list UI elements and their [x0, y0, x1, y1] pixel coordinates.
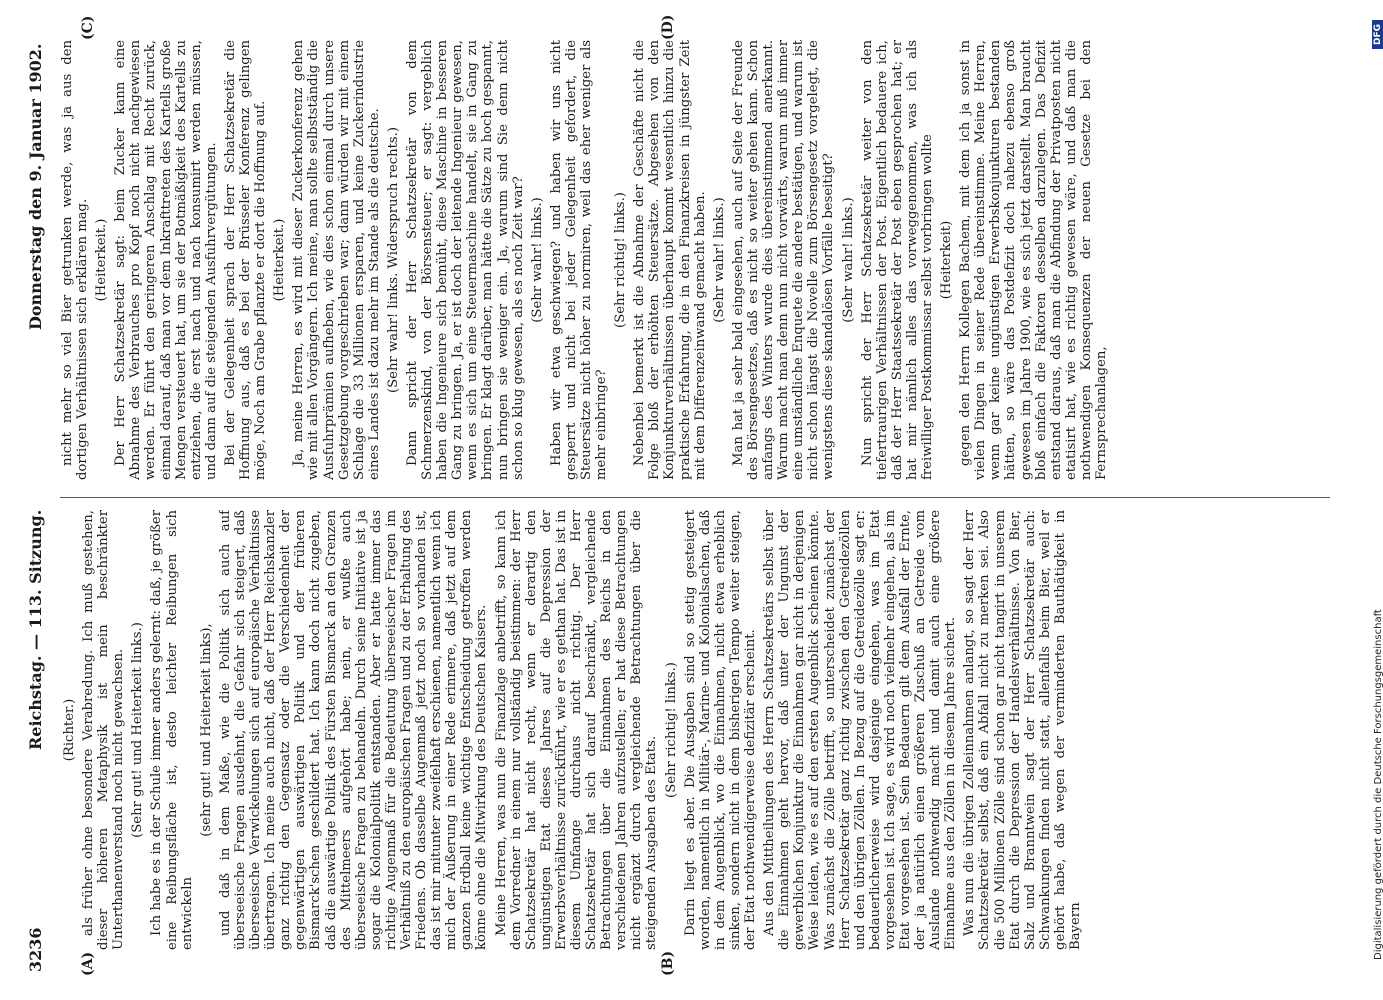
remark: (Sehr wahr! links.) [840, 197, 856, 323]
remark: (Heiterkeit.) [272, 218, 288, 302]
margin-marker-d: (D) [660, 14, 676, 40]
paragraph: Ja, meine Herren, es wird mit dieser Zuckerkonferenz gehen wie mit allen Vorgängern. Ich meine, man sollte selbstständig die Ausfuhrprämien aufheben, wie dies schon einmal durch unsere Gesetzgebung vorgeschrieben war; dann würden wir mit einem Schlage die 33 Millionen ersparen, und keine Zuckerindustrie eines Landes ist dazu mehr im Stande als die deutsche. [291, 40, 382, 480]
column-divider [60, 497, 1330, 498]
remark: (Sehr gut! und Heiterkeit links.) [130, 622, 146, 838]
margin-marker-b: (B) [660, 950, 676, 976]
paragraph: Man hat ja sehr bald eingesehen, auch auf Seite der Freunde des Börsengesetzes, daß es nicht so weiter gehen kann. Schon anfangs des Winters wurde dies übereinstimmend anerkannt. Warum macht man denn nun nicht vorwärts, warum muß immer eine umständliche Enquete die andere bestätigen, und warum ist nicht schon längst die Novelle zum Börsengesetz vorgelegt, die wenigstens diese skandalösen Vorfälle beseitigt? [730, 40, 837, 480]
paragraph: gegen den Herrn Kollegen Bachem, mit dem ich ja sonst in vielen Dingen in seiner Rede übereinstimme. Meine Herren, wenn gar keine ungünstigen Erwerbskonjunkturen bestanden hätten, so wäre das Postdefizit doch nahezu ebenso groß gewesen im Jahre 1900, wie es sich jetzt darstellt. Man braucht bloß einfach die Faktoren desselben darzulegen. Das Defizit entstand daraus, daß man die Abfindung der Privatposten nicht etatisirt hat, wie es richtig gewesen wäre, und daß man die nothwendigen Konsequenzen der neuen Gesetze bei den Fernsprechanlagen, [958, 40, 1109, 480]
remark: (Sehr richtig! links.) [613, 192, 629, 328]
margin-marker-c: (C) [80, 15, 96, 40]
paragraph: nicht mehr so viel Bier getrunken werde, was ja aus den dortigen Verhältnissen sich erklären mag. [60, 40, 91, 480]
paragraph: Dann spricht der Herr Schatzsekretär von dem Schmerzenskind, von der Börsensteuer; er sagt: vergeblich haben die Ingenieure sich bemüht, diese Maschine in besseren Gang zu bringen. Ja, er ist doch der leitende Ingenieur gewesen, wenn es sich um eine Steuermaschine handelt, sie in Gang zu bringen. Er klagt darüber, man hätte die Sätze zu hoch gespannt, nun bringen sie weniger ein. Ja, warum sind Sie denn nicht schon so klug gewesen, als es noch Zeit war? [404, 40, 526, 480]
remark: (Sehr wahr! links. Widerspruch rechts.) [385, 126, 401, 394]
remark: (Sehr richtig! links.) [663, 662, 679, 798]
page-header [20, 20, 56, 980]
remark: (Sehr wahr! links.) [711, 197, 727, 323]
paragraph: Bei der Gelegenheit sprach der Herr Schatzsekretär die Hoffnung aus, daß es bei der Brüsseler Konferenz gelingen möge, Noch am Grabe pflanzte er dort die Hoffnung auf. [222, 40, 269, 480]
header-session-title: Reichstag. — 113. Sitzung. [26, 509, 45, 750]
speaker-name: (Richter.) [62, 698, 77, 762]
page-number: 3236 [26, 927, 45, 972]
paragraph: Meine Herren, was nun die Finanzlage anbetrifft, so kann ich dem Vorredner in einem nur vollständig beistimmen: der Herr Schatzsekretär hat nicht recht, wenn er derartig den ungünstigen Etat dieses Jahres auf die Depression der Erwerbsverhältnisse zurückführt, wie er es gethan hat. Das ist in diesem Umfange durchaus nicht richtig. Der Herr Schatzsekretär hat sich darauf beschränkt, vergleichende Betrachtungen über die Einnahmen des Reichs in den verschiedenen Jahren aufzustellen; er hat diese Betrachtungen nicht ergänzt durch vergleichende Betrachtungen über die steigenden Ausgaben des Etats. [493, 510, 660, 950]
paragraph: Was nun die übrigen Zolleinnahmen anlangt, so sagt der Herr Schatzsekretär selbst, daß ein Abfall nicht zu merken sei. Also die 500 Millionen Zölle sind schon gar nicht tangirt in unserem Etat durch die Depression der Handelsverhältnisse. Von Bier, Salz und Branntwein sagt der Herr Schatzsekretär auch: Schwankungen finden nicht statt, allenfalls beim Bier, weil er gehört habe, daß wegen der verminderten Bauthätigkeit in Bayern [962, 510, 1083, 950]
paragraph: Aus den Mittheilungen des Herrn Schatzsekretärs selbst über die Einnahmen geht hervor, daß unter der Ungunst der gewerblichen Konjunktur die Einnahmen gar nicht in derjenigen Weise leiden, wie es auf den ersten Augenblick scheinen könnte. Was zunächst die Zölle betrifft, so unterscheidet zunächst der Herr Schatzsekretär ganz richtig zwischen den Getreidezöllen und den übrigen Zöllen. In Bezug auf die Getreidezölle sagt er: bedauerlicherweise wird dasjenige eingehen, was im Etat vorgesehen ist. Ich sage, es wird noch vielmehr eingehen, als im Etat vorgesehen ist. Sein Bedauern gilt dem Ausfall der Ernte, der ja natürlich einen größeren Zuschuß an Getreide vom Auslande nothwendig macht und damit auch eine größere Einnahme aus den Zöllen in diesem Jahre sichert. [762, 510, 959, 950]
paragraph: als früher ohne besondere Verabredung. Ich muß gestehen, dieser höheren Metaphysik ist mein beschränkter Unterthanenverstand noch nicht gewachsen. [81, 510, 127, 950]
digitization-note: Digitalisierung gefördert durch die Deutsche Forschungsgemeinschaft [1372, 609, 1383, 960]
paragraph: Ich habe es in der Schule immer anders gelernt: daß, je größer eine Reibungsfläche ist, desto leichter Reibungen sich entwickeln [149, 510, 195, 950]
paragraph: Nebenbei bemerkt ist die Abnahme der Geschäfte nicht die Folge bloß der erhöhten Steuersätze. Abgesehen von den Konjunkturverhältnissen überhaupt kommt wesentlich hinzu die praktische Erfahrung, die in den Finanzkreisen in jüngster Zeit mit dem Differenzeinwand gemacht haben. [632, 40, 708, 480]
remark: (Heiterkeit) [939, 220, 955, 300]
remark: (sehr gut! und Heiterkeit links), [198, 623, 214, 837]
paragraph: Der Herr Schatzsekretär sagt: beim Zucker kann eine Abnahme des Verbrauches pro Kopf noch nicht nachgewiesen werden. Er führt den geringeren Anschlag mit Recht zurück, einmal darauf, daß man vor dem Inkrafttreten des Kartells große Mengen versteuert hat, um sie der Botmäßigkeit des Kartells zu entziehen, die erst nach und nach konsumirt werden müssen, und dann auf die steigenden Ausfuhrvergütungen. [113, 40, 219, 480]
paragraph: Darin liegt es aber. Die Ausgaben sind so stetig gesteigert worden, namentlich in Militär-, Marine- und Kolonialsachen, daß in dem Augenblick, wo die Einnahmen, nicht etwa erheblich sinken, sondern nicht in dem bisherigen Tempo weiter steigen, der Etat nothwendigerweise defizitär erscheint. [682, 510, 759, 950]
paragraph: und daß in dem Maße, wie die Politik sich auch auf überseeische Fragen ausdehnt, die Gefahr sich steigert, daß überseeische Verwickelungen sich auf europäische Verhältnisse übertragen. Ich meine auch nicht, daß der Herr Reichskanzler ganz richtig den Gegensatz oder die Verschiedenheit der gegenwärtigen auswärtigen Politik und der früheren Bismarck'schen geschildert hat. Ich kann doch nicht zugeben, daß die auswärtige Politik des Fürsten Bismarck an den Grenzen des Mittelmeers aufgehört habe; nein, er wußte auch überseeische Fragen zu behandeln. Durch seine Initiative ist ja sogar die Kolonialpolitik entstanden. Aber er hatte immer das richtige Augenmaß für die Bedeutung überseeischer Fragen im Verhältniß zu den europäischen Fragen und zu der Erhaltung des Friedens. Ob dasselbe Augenmaß jetzt noch so vorhanden ist, das ist mir mitunter zweifelhaft erschienen, namentlich wenn ich mich der Äußerung in einer Rede erinnere, daß jetzt auf dem ganzen Erdball keine wichtige Entscheidung getroffen werden könne ohne die Mitwirkung des Deutschen Kaisers. [217, 510, 490, 950]
text-column-right [60, 40, 1330, 480]
rotated-page [20, 0, 1350, 980]
paragraph: Haben wir etwa geschwiegen? und haben wir uns nicht gesperrt und nicht bei jeder Gelegenheit gefordert, die Steuersätze nicht höher zu normiren, weil das eher weniger als mehr einbringe? [548, 40, 610, 480]
dfg-logo: DFG [1372, 20, 1383, 49]
text-column-left [60, 510, 1330, 950]
remark: (Sehr wahr! links.) [529, 197, 545, 323]
header-date: Donnerstag den 9. Januar 1902. [26, 43, 45, 330]
digitization-strip [1372, 20, 1383, 960]
margin-marker-a: (A) [80, 951, 96, 976]
paragraph: Nun spricht der Herr Schatzsekretär weiter von den tiefertraurigen Verhältnissen der Post. Eigentlich bedauere ich, daß der Herr Staatssekretär der Post eben gesprochen hat; er hat mir nämlich alles das vorweggenommen, was ich als freiwilliger Postkommissar selbst vorbringen wollte [859, 40, 935, 480]
remark: (Heiterkeit.) [94, 218, 110, 302]
